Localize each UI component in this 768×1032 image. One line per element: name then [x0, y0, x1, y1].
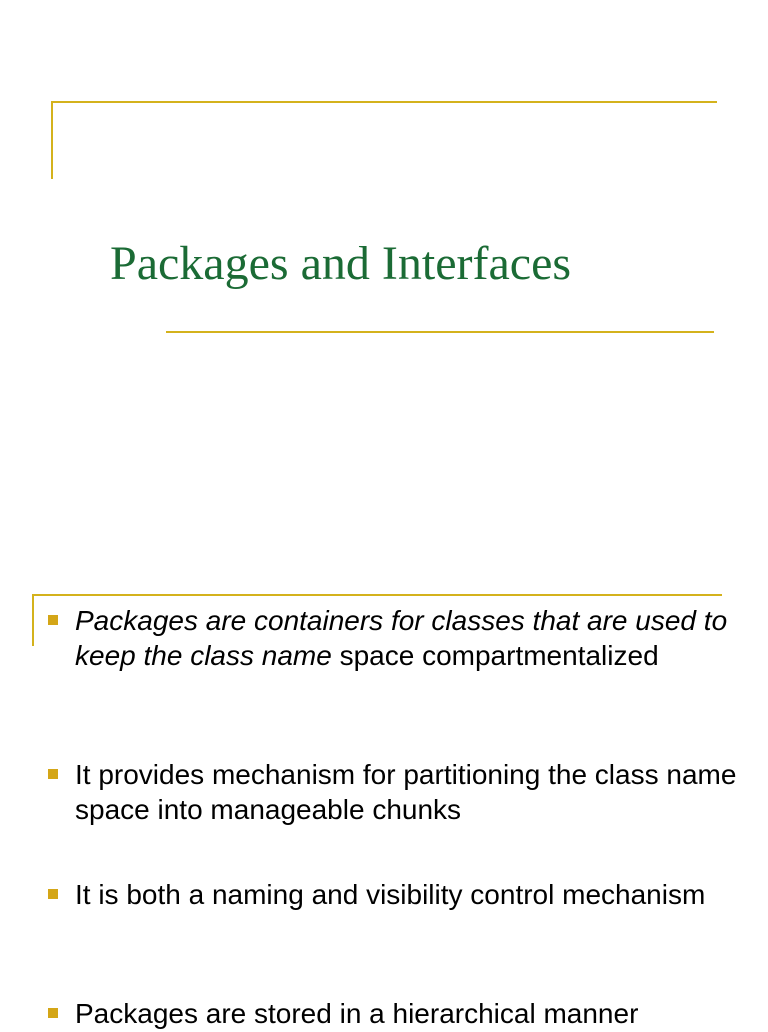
bullet-text-italic: Packages are containers for classes that are used to keep the class name [75, 605, 728, 671]
content-frame-left-rule [32, 594, 34, 646]
slide-title: Packages and Interfaces [110, 237, 572, 290]
bullet-text: It provides mechanism for partitioning the class name space into manageable chunks [75, 759, 737, 825]
bullet-item [75, 604, 745, 673]
square-bullet-icon [48, 615, 58, 625]
bullet-item [75, 878, 745, 913]
square-bullet-icon [48, 769, 58, 779]
bullet-text: space compartmentalized [331, 639, 659, 671]
content-frame-top-rule [32, 594, 722, 596]
bullet-text: It is both a naming and visibility control mechanism [75, 879, 706, 910]
title-frame-top-rule [51, 101, 717, 103]
title-underline-rule [166, 331, 714, 333]
bullet-item [75, 997, 745, 1032]
title-frame-left-rule [51, 101, 53, 179]
bullet-text: Packages are stored in a hierarchical manner [75, 998, 639, 1029]
bullet-item [75, 758, 745, 827]
square-bullet-icon [48, 1008, 58, 1018]
square-bullet-icon [48, 889, 58, 899]
